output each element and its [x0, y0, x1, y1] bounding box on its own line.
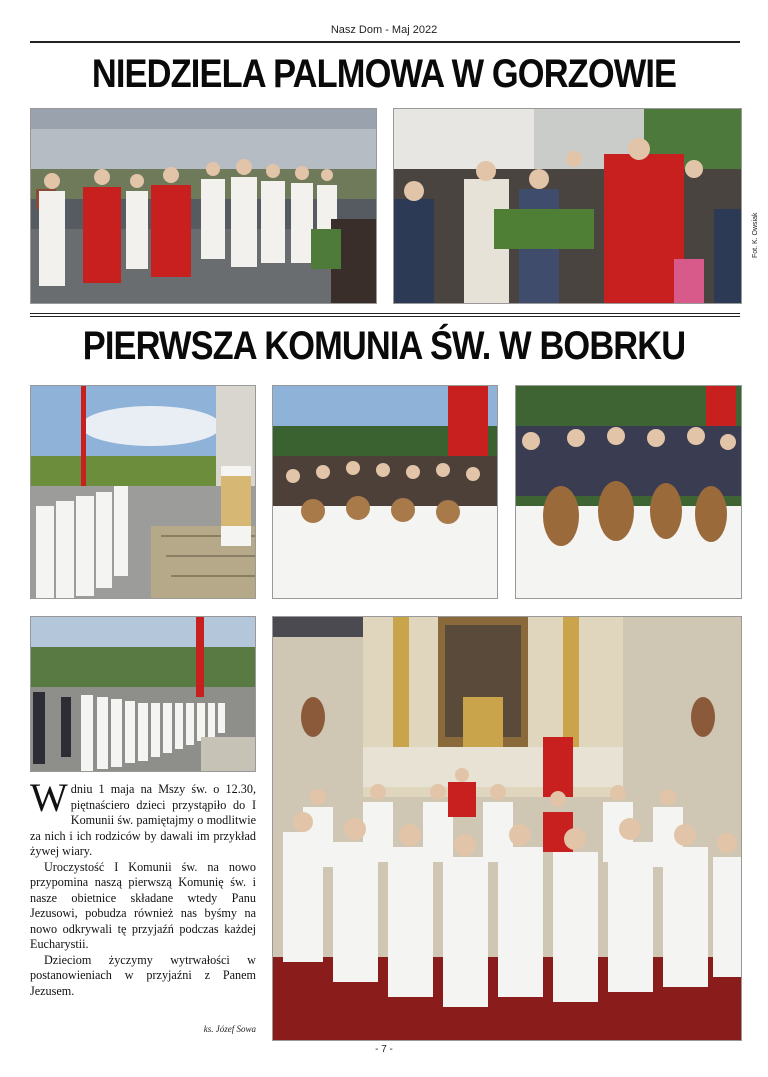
- photo-communion-lineup-outdoor: [30, 616, 256, 772]
- page-number: - 7 -: [375, 1044, 393, 1055]
- photo-communion-children-rows: [272, 385, 498, 599]
- article-signature: ks. Józef Sowa: [203, 1024, 256, 1034]
- section-title-first-communion: PIERWSZA KOMUNIA ŚW. W BOBRKU: [82, 324, 686, 368]
- photo-credit: Fot. K. Owsiak: [752, 212, 759, 258]
- section-divider-bottom: [30, 316, 740, 317]
- article-paragraph-2: Uroczystość I Komunii św. na nowo przypomina naszą pierwszą Komunię św. i nasze obietnice składane wtedy Panu Jezusowi, pobudza również nas byśmy na nowo odkrywali tę przyjaźń podczas każdej Eucharystii.: [30, 859, 256, 951]
- article-paragraph-3: Dzieciom życzymy wytrwałości w postanowieniach w przyjaźni z Panem Jezusem.: [30, 952, 256, 998]
- article-paragraph-1: Wdniu 1 maja na Mszy św. o 12.30, piętnaściero dzieci przystąpiło do I Komunii św. pamiętajmy o modlitwie za nich i ich rodziców by dawali im przykład żywej wiary.: [30, 775, 256, 858]
- section-divider-top: [30, 313, 740, 314]
- drop-cap: W: [30, 775, 68, 820]
- header-rule: [30, 41, 740, 43]
- photo-communion-group-church: [272, 616, 742, 1041]
- photo-palm-blessing: [393, 108, 742, 304]
- section-title-palm-sunday: NIEDZIELA PALMOWA W GORZOWIE: [91, 52, 677, 96]
- photo-communion-procession-steps: [30, 385, 256, 599]
- photo-palm-procession: [30, 108, 377, 304]
- article-text: [30, 775, 256, 999]
- photo-communion-girls-wreaths: [515, 385, 742, 599]
- page-header: Nasz Dom - Maj 2022: [330, 24, 438, 36]
